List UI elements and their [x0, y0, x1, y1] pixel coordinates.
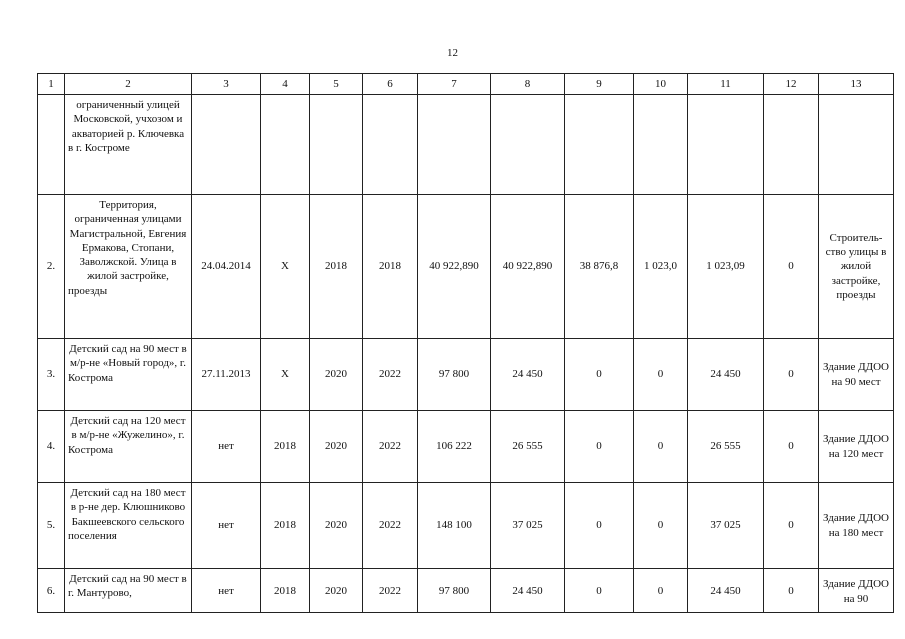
cell-col6: 2022 [363, 339, 418, 411]
cell-col7: 97 800 [418, 569, 491, 613]
cell-col9: 0 [565, 411, 634, 483]
cell-col8: 24 450 [491, 339, 565, 411]
cell-col4: 2018 [261, 483, 310, 569]
cell-col11 [688, 95, 764, 195]
object-name: Детский сад на 180 мест в р-не дер. Клюшниково Бакшеевского сельского поселения [65, 483, 192, 569]
column-number: 11 [688, 74, 764, 95]
table-row [38, 339, 894, 411]
cell-col10: 0 [634, 411, 688, 483]
object-name: Территория, ограниченная улицами Магистральной, Евгения Ермакова, Стопани, Заволжской. Улица в жилой застройке, проезды [65, 195, 192, 339]
row-number: 4. [38, 411, 65, 483]
column-number: 9 [565, 74, 634, 95]
row-number [38, 95, 65, 195]
investment-table [37, 73, 894, 613]
cell-col7: 40 922,890 [418, 195, 491, 339]
cell-col12: 0 [764, 569, 819, 613]
expected-result: Здание ДДОО на 90 [819, 569, 894, 613]
cell-col4 [261, 95, 310, 195]
object-name: ограниченный улицей Московской, учхозом и акваторией р. Ключевка в г. Костроме [65, 95, 192, 195]
cell-col8: 37 025 [491, 483, 565, 569]
cell-col11: 24 450 [688, 339, 764, 411]
row-number: 3. [38, 339, 65, 411]
cell-col4: Х [261, 339, 310, 411]
decision-date: 27.11.2013 [192, 339, 261, 411]
cell-col8: 24 450 [491, 569, 565, 613]
cell-col12: 0 [764, 339, 819, 411]
column-number: 13 [819, 74, 894, 95]
cell-col5: 2020 [310, 483, 363, 569]
cell-col9 [565, 95, 634, 195]
object-name: Детский сад на 90 мест в г. Мантурово, [65, 569, 192, 613]
expected-result: Здание ДДОО на 120 мест [819, 411, 894, 483]
cell-col6: 2022 [363, 483, 418, 569]
cell-col5: 2020 [310, 339, 363, 411]
cell-col5: 2020 [310, 569, 363, 613]
table-row [38, 411, 894, 483]
table-row [38, 195, 894, 339]
column-number: 1 [38, 74, 65, 95]
cell-col6 [363, 95, 418, 195]
cell-col12: 0 [764, 195, 819, 339]
cell-col11: 24 450 [688, 569, 764, 613]
cell-col9: 0 [565, 483, 634, 569]
column-number: 2 [65, 74, 192, 95]
cell-col10: 0 [634, 483, 688, 569]
cell-col10: 0 [634, 339, 688, 411]
decision-date [192, 95, 261, 195]
expected-result [819, 95, 894, 195]
cell-col12: 0 [764, 483, 819, 569]
cell-col6: 2022 [363, 569, 418, 613]
page-number: 12 [447, 47, 458, 59]
cell-col11: 1 023,09 [688, 195, 764, 339]
row-number: 5. [38, 483, 65, 569]
cell-col7 [418, 95, 491, 195]
cell-col12 [764, 95, 819, 195]
cell-col12: 0 [764, 411, 819, 483]
cell-col9: 0 [565, 339, 634, 411]
expected-result: Здание ДДОО на 180 мест [819, 483, 894, 569]
object-name: Детский сад на 120 мест в м/р-не «Жужелино», г. Кострома [65, 411, 192, 483]
cell-col7: 97 800 [418, 339, 491, 411]
cell-col8: 26 555 [491, 411, 565, 483]
expected-result: Здание ДДОО на 90 мест [819, 339, 894, 411]
column-number-row [38, 74, 894, 95]
cell-col5 [310, 95, 363, 195]
cell-col9: 38 876,8 [565, 195, 634, 339]
cell-col10 [634, 95, 688, 195]
cell-col4: Х [261, 195, 310, 339]
column-number: 4 [261, 74, 310, 95]
cell-col7: 106 222 [418, 411, 491, 483]
table-row [38, 95, 894, 195]
cell-col11: 26 555 [688, 411, 764, 483]
column-number: 12 [764, 74, 819, 95]
table-row [38, 483, 894, 569]
row-number: 2. [38, 195, 65, 339]
cell-col4: 2018 [261, 411, 310, 483]
cell-col10: 1 023,0 [634, 195, 688, 339]
table-row [38, 569, 894, 613]
row-number: 6. [38, 569, 65, 613]
cell-col5: 2020 [310, 411, 363, 483]
column-number: 5 [310, 74, 363, 95]
cell-col6: 2022 [363, 411, 418, 483]
decision-date: нет [192, 569, 261, 613]
column-number: 10 [634, 74, 688, 95]
decision-date: 24.04.2014 [192, 195, 261, 339]
cell-col4: 2018 [261, 569, 310, 613]
cell-col8: 40 922,890 [491, 195, 565, 339]
cell-col11: 37 025 [688, 483, 764, 569]
column-number: 3 [192, 74, 261, 95]
cell-col9: 0 [565, 569, 634, 613]
decision-date: нет [192, 411, 261, 483]
column-number: 8 [491, 74, 565, 95]
column-number: 7 [418, 74, 491, 95]
expected-result: Строитель-ство улицы в жилой застройке, проезды [819, 195, 894, 339]
object-name: Детский сад на 90 мест в м/р-не «Новый город», г. Кострома [65, 339, 192, 411]
cell-col5: 2018 [310, 195, 363, 339]
decision-date: нет [192, 483, 261, 569]
cell-col7: 148 100 [418, 483, 491, 569]
cell-col10: 0 [634, 569, 688, 613]
cell-col6: 2018 [363, 195, 418, 339]
column-number: 6 [363, 74, 418, 95]
cell-col8 [491, 95, 565, 195]
